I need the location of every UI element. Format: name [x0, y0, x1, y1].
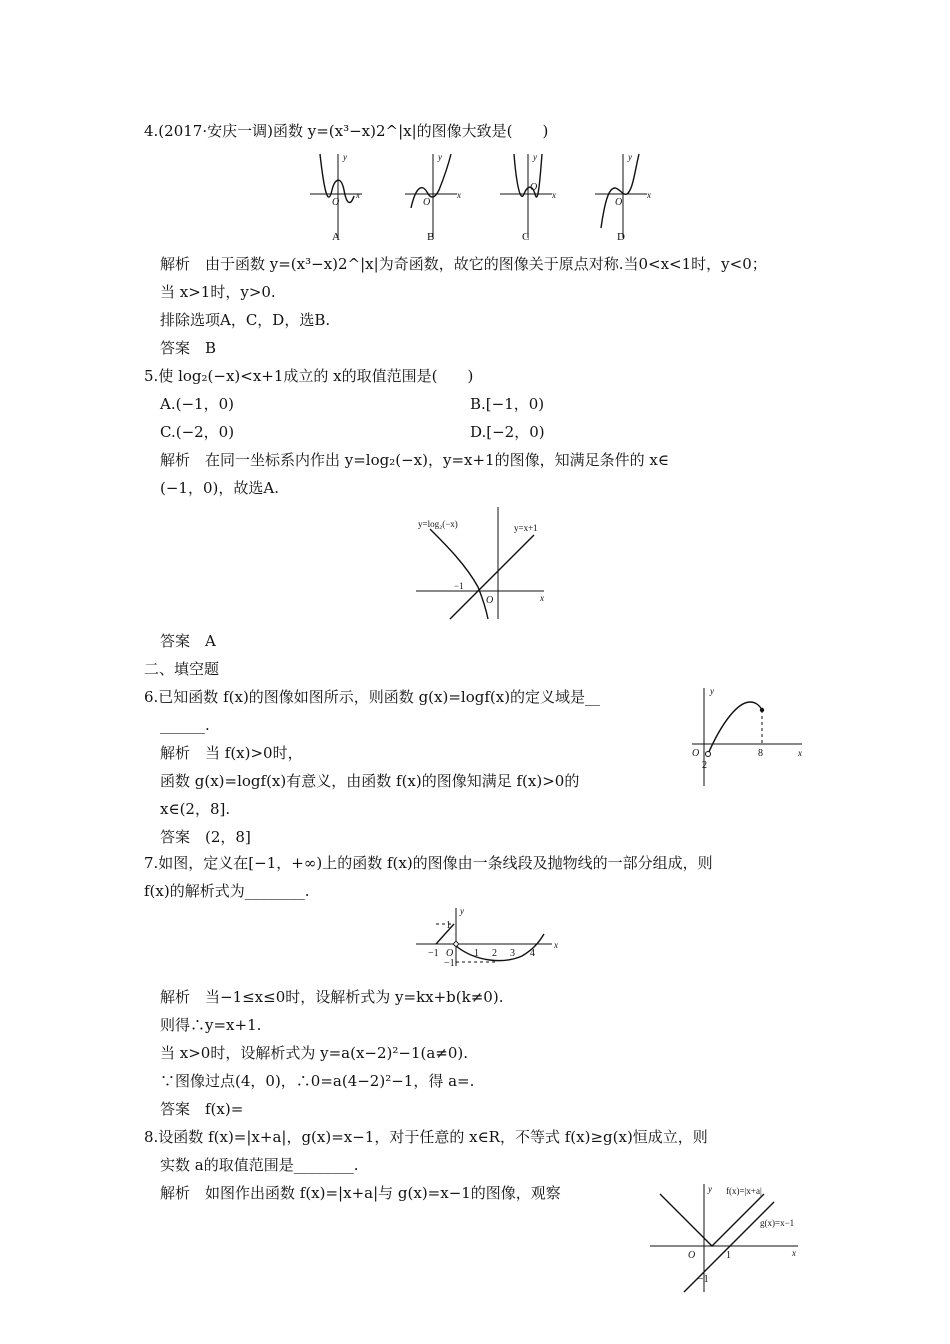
svg-text:x: x	[552, 190, 556, 200]
svg-text:x: x	[457, 190, 461, 200]
q6-stem: 6.已知函数 f(x)的图像如图所示，则函数 g(x)=logf(x)的定义域是__	[144, 688, 601, 706]
q5-option-d: D.[−2，0)	[470, 423, 545, 441]
q4-graph-b	[405, 152, 461, 243]
q4-label-c: C	[522, 231, 530, 243]
q4-analysis-2: 当 x>1时，y>0.	[160, 283, 276, 301]
q6-origin: O	[692, 748, 700, 759]
q6-analysis-2: 函数 g(x)=logf(x)有意义，由函数 f(x)的图像知满足 f(x)>0的	[160, 772, 580, 790]
svg-text:y: y	[343, 152, 347, 162]
q8-g-label: g(x)=x−1	[760, 1218, 795, 1228]
q7-tick-4: 4	[530, 948, 535, 959]
q5-log-label: y=log₂(−x)	[418, 519, 458, 529]
q5-answer: 答案 A	[160, 632, 216, 650]
q4-label-a: A	[332, 231, 340, 243]
q6-x-label: x	[798, 748, 802, 758]
q8-stem-2: 实数 a的取值范围是________.	[160, 1156, 359, 1174]
q4-graph-c	[500, 152, 556, 243]
q6-analysis-3: x∈(2，8].	[160, 800, 231, 818]
q8-y-label: y	[708, 1184, 712, 1194]
q4-label-b: B	[427, 231, 435, 243]
q6-blank: ______.	[160, 716, 210, 734]
q5-option-a: A.(−1，0)	[160, 395, 234, 413]
svg-text:O: O	[530, 182, 538, 193]
q4-graph-d	[595, 152, 651, 243]
q6-analysis-1: 解析 当 f(x)>0时，	[160, 744, 303, 762]
q6-tick-8: 8	[758, 748, 763, 759]
q4-analysis-1: 解析 由于函数 y=(x³−x)2^|x|为奇函数，故它的图像关于原点对称.当0<x<1时，y<0；	[160, 255, 767, 273]
svg-text:O: O	[423, 197, 431, 208]
q4-analysis-3: 排除选项A，C，D，选B.	[160, 311, 331, 329]
q5-analysis-1: 解析 在同一坐标系内作出 y=log₂(−x)，y=x+1的图像，知满足条件的 x∈	[160, 451, 669, 469]
q7-tick-yneg1: −1	[444, 958, 455, 969]
q4-option-graphs	[300, 150, 670, 245]
svg-text:O: O	[615, 197, 623, 208]
q6-figure	[688, 682, 808, 792]
q8-stem: 8.设函数 f(x)=|x+a|，g(x)=x−1，对于任意的 x∈R，不等式 f(x)≥g(x)恒成立，则	[144, 1128, 708, 1146]
q7-stem-2: f(x)的解析式为________.	[144, 882, 310, 900]
q8-origin: O	[688, 1250, 696, 1261]
q5-origin: O	[486, 595, 494, 606]
q7-tick-3: 3	[510, 948, 515, 959]
svg-text:y: y	[533, 152, 537, 162]
q7-analysis-4: ∵图像过点(4，0)，∴0=a(4−2)²−1，得 a=.	[160, 1072, 475, 1090]
q8-figure	[648, 1180, 818, 1295]
q7-analysis-2: 则得∴y=x+1.	[160, 1016, 262, 1034]
svg-text:O: O	[332, 197, 340, 208]
q8-tick-neg1: −1	[698, 1274, 709, 1285]
q7-tick-1: 1	[474, 948, 479, 959]
q7-y-label: y	[460, 906, 464, 916]
section-title: 二、填空题	[144, 660, 220, 678]
q8-analysis-1: 解析 如图作出函数 f(x)=|x+a|与 g(x)=x−1的图像，观察	[160, 1184, 561, 1202]
q7-figure	[414, 904, 564, 974]
q7-tick-y1: 1	[446, 920, 451, 931]
q5-figure	[416, 505, 556, 625]
q5-line-label: y=x+1	[514, 523, 538, 533]
q7-analysis-1: 解析 当−1≤x≤0时，设解析式为 y=kx+b(k≠0).	[160, 988, 504, 1006]
q4-graph-a	[310, 152, 362, 243]
q5-x-label: x	[540, 593, 544, 603]
q6-tick-2: 2	[702, 760, 707, 771]
q7-tick-neg1: −1	[428, 948, 439, 959]
q7-answer: 答案 f(x)=	[160, 1100, 244, 1118]
q7-tick-2: 2	[492, 948, 497, 959]
q5-neg1-label: −1	[454, 581, 464, 591]
q4-label-d: D	[617, 231, 625, 243]
q7-stem: 7.如图，定义在[−1，+∞)上的函数 f(x)的图像由一条线段及抛物线的一部分组成，则	[144, 854, 713, 872]
q8-tick-1: 1	[726, 1250, 731, 1261]
svg-text:x: x	[356, 190, 360, 200]
q5-option-b: B.[−1，0)	[470, 395, 545, 413]
svg-text:y: y	[628, 152, 632, 162]
q4-answer: 答案 B	[160, 339, 217, 357]
q7-origin: O	[446, 948, 454, 959]
q5-option-c: C.(−2，0)	[160, 423, 235, 441]
q8-f-label: f(x)=|x+a|	[726, 1186, 762, 1196]
q7-x-label: x	[554, 940, 558, 950]
q5-analysis-2: (−1，0)，故选A.	[160, 479, 279, 497]
q7-analysis-3: 当 x>0时，设解析式为 y=a(x−2)²−1(a≠0).	[160, 1044, 469, 1062]
q6-y-label: y	[710, 686, 714, 696]
svg-text:y: y	[438, 152, 442, 162]
q4-stem: 4.(2017·安庆一调)函数 y=(x³−x)2^|x|的图像大致是( )	[144, 122, 549, 140]
q8-x-label: x	[792, 1248, 796, 1258]
svg-text:x: x	[647, 190, 651, 200]
q5-stem: 5.使 log₂(−x)<x+1成立的 x的取值范围是( )	[144, 367, 474, 385]
q6-answer: 答案 (2，8]	[160, 828, 251, 846]
